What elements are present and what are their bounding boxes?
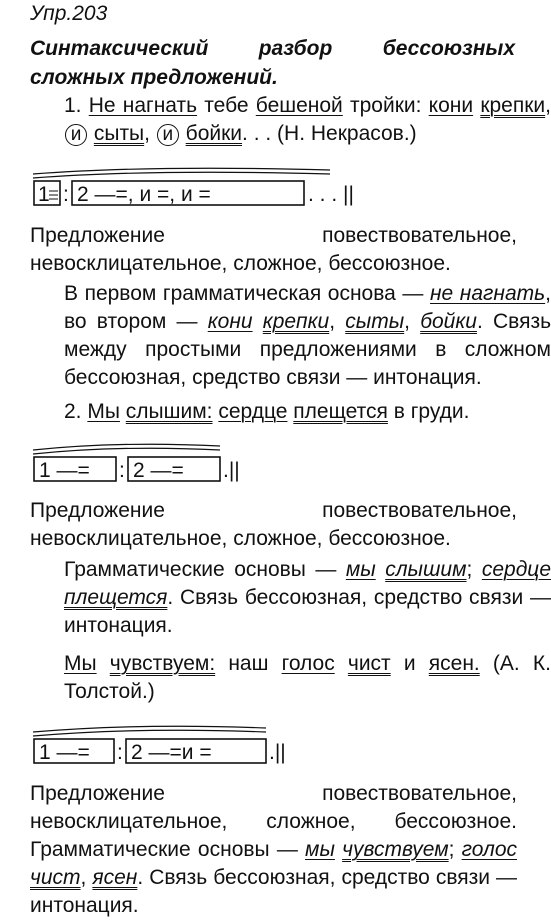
sentence-2 (30, 398, 551, 426)
word: плещется (293, 400, 388, 423)
basis-subject: не нагнать (429, 282, 546, 305)
scheme-2-part-2: 2 —= (133, 459, 184, 482)
word: Не нагнать (88, 94, 198, 117)
basis-predicate: чист (30, 866, 81, 889)
word: наш (228, 652, 269, 675)
scheme-2-diagram (30, 440, 290, 484)
basis-predicate: сыты (345, 310, 405, 333)
svg-text::: : (119, 459, 125, 482)
scheme-1 (30, 164, 410, 213)
word: груди. (410, 400, 470, 423)
link-description: Связь между простыми предложениями в сложном бессоюзная, средство связи — интонация. (64, 310, 551, 389)
scheme-3-part-2: 2 —=и = (131, 741, 212, 764)
sentence-1-number: 1. (64, 94, 82, 117)
basis-mid: , во втором — (64, 282, 551, 333)
sentence-1-analysis: В первом грамматическая основа — не нагнать, во втором — кони крепки, сыты, бойки. Связь между простыми предложениями в сложном бессоюзная, средство связи — интонация. (64, 282, 551, 389)
scheme-1-part-1: 1 (38, 183, 50, 206)
sentence-1-description: Предложение повествовательное, невосклицательное, сложное, бессоюзное. (30, 224, 517, 275)
basis-predicate: плещется (64, 586, 168, 609)
sentence-3-analysis: Предложение повествовательное, невосклицательное, сложное, бессоюзное. Грамматические основы — мы чувствуем; голос чист, ясен. Связь бессоюзная, средство связи — интонация. (30, 782, 518, 917)
scheme-1-part-2: 2 —=, и =, и = (77, 183, 211, 206)
exercise-title: Синтаксический разбор бессоюзных сложных предложений. (30, 37, 515, 89)
scheme-3-diagram (30, 722, 330, 766)
source: (А. К. Толстой.) (64, 652, 551, 703)
scheme-3-end: .|| (269, 741, 286, 764)
basis-predicate: ясен (92, 866, 138, 889)
word: тебе (204, 94, 249, 117)
word: чист (347, 652, 391, 675)
basis-subject: кони (207, 310, 253, 333)
sentence-2-analysis: Грамматические основы — мы слышим; сердце плещется. Связь бессоюзная, средство связи — интонация. (64, 558, 551, 637)
scheme-1-end: . . . || (308, 183, 354, 206)
conjunction-circle: и (65, 124, 87, 146)
source: . . . (Н. Некрасов.) (242, 122, 417, 145)
basis-subject: голос (461, 838, 518, 861)
word: кони (428, 94, 474, 117)
word: голос (281, 652, 335, 675)
word: бойки (185, 122, 243, 145)
word: Мы (64, 652, 97, 675)
word: ясен. (428, 652, 480, 675)
basis-intro: Грамматические основы — (64, 558, 337, 581)
word: Мы (87, 400, 120, 423)
scheme-2-end: .|| (223, 459, 240, 482)
basis-predicate: слышим (385, 558, 467, 581)
word: сыты (93, 122, 145, 145)
basis-subject: мы (345, 558, 376, 581)
svg-text::: : (63, 183, 69, 206)
link-description: Связь бессоюзная, средство связи — интонация. (30, 866, 517, 917)
basis-intro: В первом грамматическая основа — (64, 282, 424, 305)
word: бешеной (255, 94, 343, 117)
basis-subject: сердце (481, 558, 551, 581)
scheme-2-part-1: 1 —= (39, 459, 90, 482)
word: слышим: (125, 400, 213, 423)
sentence-3-description: Предложение повествовательное, невосклицательное, сложное, бессоюзное. Грамматические основы — (30, 782, 517, 861)
word: сердце (218, 400, 288, 423)
scheme-2 (30, 440, 290, 489)
word: чувствуем: (109, 652, 216, 675)
scheme-3-part-1: 1 —= (39, 741, 90, 764)
basis-predicate: чувствуем (342, 838, 449, 861)
basis-subject: мы (305, 838, 335, 861)
basis-predicate: крепки (262, 310, 330, 333)
sentence-2-number: 2. (64, 400, 82, 423)
sentence-3 (30, 650, 551, 706)
scheme-3 (30, 722, 330, 771)
svg-text::: : (117, 741, 123, 764)
basis-predicate: бойки (420, 310, 477, 333)
conjunction-circle: и (157, 124, 179, 146)
link-description: Связь бессоюзная, средство связи — интонация. (64, 586, 551, 637)
exercise-number: Упр.203 (30, 2, 108, 25)
sentence-2-description: Предложение повествовательное, невосклицательное, сложное, бессоюзное. (30, 499, 517, 550)
sentence-1: 1. Не нагнать тебе бешеной тройки: кони крепки, и сыты, и бойки. . . (Н. Некрасов.) (64, 94, 551, 145)
word: крепки (480, 94, 546, 117)
word: тройки: (350, 94, 422, 117)
word: в (393, 400, 405, 423)
word: и (403, 652, 416, 675)
scheme-1-diagram (30, 164, 410, 208)
